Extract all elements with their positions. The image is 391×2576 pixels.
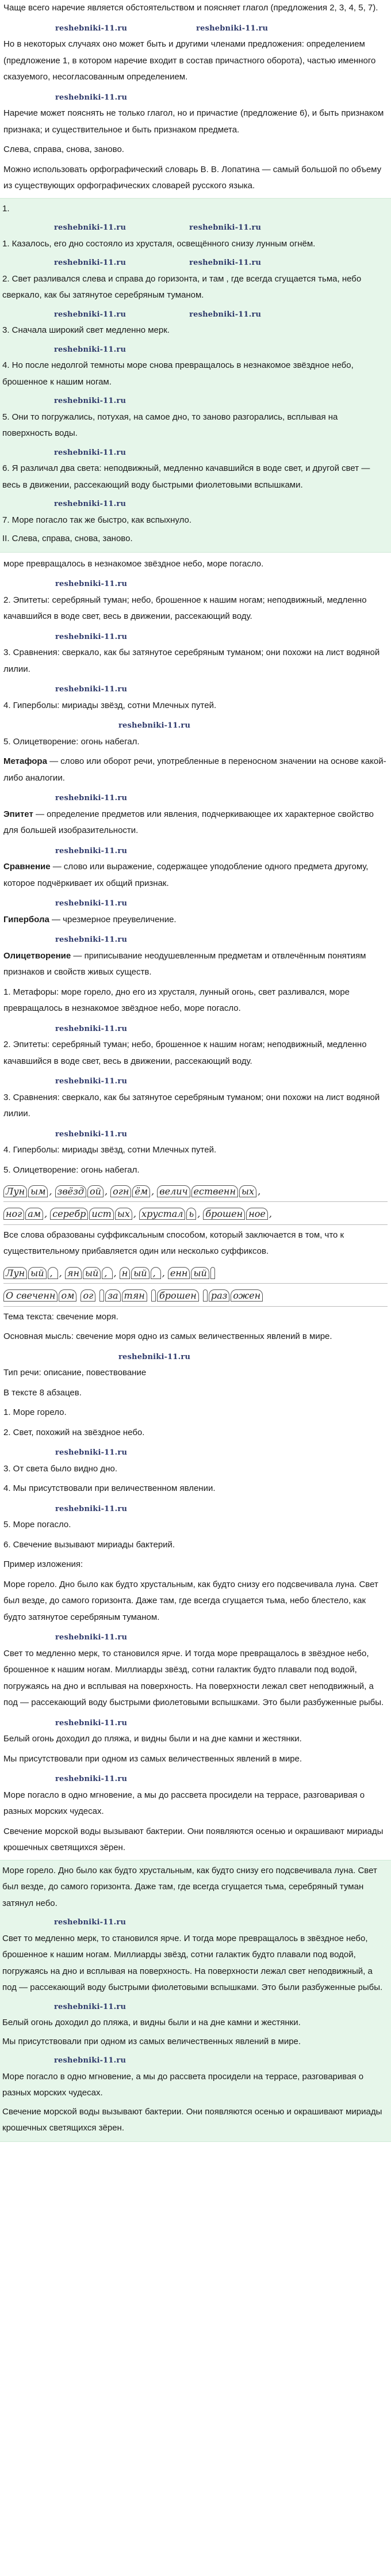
watermark: reshebniki-11.ru bbox=[54, 397, 126, 405]
morpheme: за bbox=[105, 1289, 120, 1302]
watermark: reshebniki-11.ru bbox=[55, 1633, 128, 1642]
morpheme: раз bbox=[209, 1289, 230, 1302]
sentence: 1. Казалось, его дно состояло из хрусталя, освещённого снизу лунным огнём. bbox=[2, 238, 316, 249]
term: Гипербола bbox=[3, 914, 49, 924]
morpheme: звёзд bbox=[55, 1185, 86, 1197]
sentence: 5. Они то погружались, потухая, на самое дно, то заново разгорались, всплывая на поверхность воды. bbox=[2, 412, 338, 438]
morpheme: ым bbox=[28, 1185, 48, 1197]
sentence: II. Слева, справа, снова, заново. bbox=[2, 534, 133, 543]
story-paragraph: Море погасло в одно мгновение, а мы до рассвета просидели на террасе, разговаривая о разных морских чудесах. bbox=[2, 2071, 364, 2098]
morpheme: ём bbox=[132, 1185, 150, 1197]
sentence: 4. Но после недолгой темноты море снова превращалось в незнакомое звёздное небо, брошенное к нашим ногам. bbox=[2, 360, 354, 387]
definition-metaphor bbox=[3, 754, 388, 786]
watermark: reshebniki-11.ru bbox=[54, 258, 126, 267]
sentence: 2. Свет разливался слева и справа до горизонта, и там , где всегда сгущается тьма, небо сверкало, как бы затянутое серебряным туманом. bbox=[2, 273, 362, 300]
watermark: reshebniki-11.ru bbox=[55, 935, 128, 944]
morpheme: ый bbox=[28, 1267, 46, 1279]
term: Метафора bbox=[3, 756, 47, 766]
watermark: reshebniki-11.ru bbox=[54, 2002, 126, 2011]
morpheme: ян bbox=[65, 1267, 82, 1279]
text-line: Основная мысль: свечение моря одно из самых величественных явлений в мире. bbox=[3, 1331, 332, 1342]
morpheme: ый bbox=[191, 1267, 209, 1279]
watermark: reshebniki-11.ru bbox=[118, 721, 191, 730]
text-line: 6. Свечение вызывают мириады бактерий. bbox=[3, 1539, 175, 1550]
text-analysis-section bbox=[3, 1309, 388, 1573]
watermark: reshebniki-11.ru bbox=[54, 223, 126, 232]
story-paragraph: Мы присутствовали при одном из самых величественных явлений в мире. bbox=[2, 2036, 301, 2046]
morpheme: ый bbox=[131, 1267, 149, 1279]
term: Олицетворение bbox=[3, 950, 71, 961]
analysis-line: 4. Гиперболы: мириады звёзд, сотни Млечных путей. bbox=[3, 700, 217, 710]
intro-paragraph: Слева, справа, снова, заново. bbox=[3, 144, 124, 154]
morpheme: , bbox=[48, 1267, 58, 1279]
morpheme: серебр bbox=[50, 1208, 88, 1220]
text-line: Тип речи: описание, повествование bbox=[3, 1368, 147, 1378]
watermark: reshebniki-11.ru bbox=[55, 1775, 128, 1784]
morpheme: хрустал bbox=[139, 1208, 185, 1220]
analysis-line: 4. Гиперболы: мириады звёзд, сотни Млечных путей. bbox=[3, 1145, 217, 1155]
watermark: reshebniki-11.ru bbox=[189, 310, 262, 319]
morpheme: ное bbox=[246, 1208, 268, 1220]
definition-text: — приписывание неодушевленным предметам и отвлечённым понятиям признаков и свойств живых существ. bbox=[3, 950, 366, 977]
morpheme: велич bbox=[157, 1185, 190, 1197]
morpheme: ественн bbox=[191, 1185, 238, 1197]
morpheme bbox=[151, 1289, 156, 1302]
watermark: reshebniki-11.ru bbox=[55, 1129, 128, 1139]
morpheme: енн bbox=[168, 1267, 190, 1279]
watermark: reshebniki-11.ru bbox=[189, 223, 262, 232]
analysis-line: 1. Метафоры: море горело, дно его из хрусталя, лунный огонь, свет разливался, море превращалось в незнакомое звёздное небо, море погасло. bbox=[3, 987, 350, 1013]
definition-text: — определение предметов или явления, подчеркивающее их характерное свойство для большей изобразительности. bbox=[3, 809, 374, 835]
watermark: reshebniki-11.ru bbox=[54, 500, 126, 508]
text-line: 2. Свет, похожий на звёздное небо. bbox=[3, 1427, 145, 1437]
morphology-line: Лун ым , звёзд ой , огн ём , велич ественн ых , bbox=[3, 1182, 388, 1202]
watermark: reshebniki-11.ru bbox=[55, 1448, 128, 1458]
text-line: 3. От света было видно дно. bbox=[3, 1463, 117, 1474]
watermark: reshebniki-11.ru bbox=[196, 24, 269, 33]
watermark: reshebniki-11.ru bbox=[55, 1024, 128, 1033]
text-line: 1. Море горело. bbox=[3, 1407, 67, 1418]
watermark: reshebniki-11.ru bbox=[55, 580, 128, 588]
watermark: reshebniki-11.ru bbox=[55, 1718, 128, 1728]
watermark: reshebniki-11.ru bbox=[54, 448, 126, 457]
intro-paragraph: Можно использовать орфографический словарь В. В. Лопатина — самый большой по объему из существующих орфографических словарей русского языка. bbox=[3, 164, 382, 191]
analysis-line: 2. Эпитеты: серебряный туман; небо, брошенное к нашим ногам; неподвижный, медленно качавшийся в воде свет, весь в движении, рассекающий воду. bbox=[3, 1040, 367, 1066]
text-line: 5. Море погасло. bbox=[3, 1520, 71, 1530]
morpheme bbox=[210, 1267, 215, 1279]
morpheme: ног bbox=[3, 1208, 24, 1220]
morpheme: ой bbox=[87, 1185, 103, 1197]
story-paragraph: Свечение морской воды вызывают бактерии. Они появляются осенью и окрашивают мириады крошечных светящихся зёрен. bbox=[3, 1826, 384, 1853]
text-line: Пример изложения: bbox=[3, 1559, 83, 1570]
text-line: В тексте 8 абзацев. bbox=[3, 1387, 82, 1398]
story-paragraph: Свет то медленно мерк, то становился ярче. И тогда море превращалось в звёздное небо, брошенное к нашим ногам. Миллиарды звёзд, сотни галактик будто плавали под водой, погружаясь на дно и всплывая на поверхность. На поверхности лежал свет неподвижный, а под — рассекающий воду быстрыми фиолетовыми вспышками. Это были разбуженные рыбы. bbox=[2, 1933, 383, 1993]
morpheme: ых bbox=[239, 1185, 256, 1197]
definition-epithet bbox=[3, 806, 388, 839]
watermark: reshebniki-11.ru bbox=[54, 1918, 126, 1927]
morpheme: , bbox=[151, 1267, 161, 1279]
definition-text: — слово или оборот речи, употребленные в переносном значении на основе какой-либо аналогии. bbox=[3, 756, 386, 783]
analysis-section bbox=[3, 556, 388, 751]
morpheme: ый bbox=[83, 1267, 101, 1279]
morpheme: , bbox=[102, 1267, 112, 1279]
analysis2-section bbox=[3, 984, 388, 1179]
morpheme: ог bbox=[80, 1289, 95, 1302]
story-paragraph: Море горело. Дно было как будто хрустальным, как будто снизу его подсвечивала луна. Свет был везде, до самого горизонта. Даже там, где всегда сгущается тьма, небо блестело, как будто затянутое серебряным туманом. bbox=[3, 1579, 378, 1622]
morpheme: тян bbox=[122, 1289, 147, 1302]
story-paragraph: Белый огонь доходил до пляжа, и видны были и на дне камни и жестянки. bbox=[3, 1734, 302, 1744]
definition-comparison bbox=[3, 859, 388, 892]
morpheme: ь bbox=[186, 1208, 196, 1220]
story-paragraph: Свечение морской воды вызывают бактерии. Они появляются осенью и окрашивают мириады крошечных светящихся зёрен. bbox=[2, 2106, 382, 2133]
watermark: reshebniki-11.ru bbox=[55, 794, 128, 802]
text-line: 4. Мы присутствовали при величественном явлении. bbox=[3, 1483, 216, 1494]
watermark: reshebniki-11.ru bbox=[55, 899, 128, 908]
sentence: 6. Я различал два света: неподвижный, медленно качавшийся в воде свет, и другой свет — весь в движении, рассекающий воду быстрыми фиолетовыми вспышками. bbox=[2, 463, 370, 490]
intro-section bbox=[3, 0, 388, 195]
definition-personification bbox=[3, 948, 388, 981]
analysis-line: 2. Эпитеты: серебряный туман; небо, брошенное к нашим ногам; неподвижный, медленно качавшийся в воде свет, весь в движении, рассекающий воду. bbox=[3, 595, 367, 621]
morpheme: брошен bbox=[157, 1289, 199, 1302]
watermark: reshebniki-11.ru bbox=[54, 310, 126, 319]
story-section bbox=[3, 1577, 388, 1856]
watermark: reshebniki-11.ru bbox=[55, 632, 128, 641]
text-line: Тема текста: свечение моря. bbox=[3, 1311, 118, 1322]
definitions-section bbox=[3, 754, 388, 981]
intro-paragraph: Чаще всего наречие является обстоятельством и поясняет глагол (предложения 2, 3, 4, 5, 7). bbox=[3, 3, 378, 13]
morpheme bbox=[99, 1289, 104, 1302]
morpheme: ист bbox=[89, 1208, 113, 1220]
analysis-line: море превращалось в незнакомое звёздное небо, море погасло. bbox=[3, 558, 264, 569]
morpheme: огн bbox=[110, 1185, 131, 1197]
analysis-line: 3. Сравнения: сверкало, как бы затянутое серебряным туманом; они похожи на лист водяной лилии. bbox=[3, 1092, 380, 1118]
watermark: reshebniki-11.ru bbox=[55, 846, 128, 855]
morphology-line bbox=[3, 1286, 388, 1306]
term: Сравнение bbox=[3, 862, 51, 872]
definition-hyperbole bbox=[3, 912, 388, 929]
watermark: reshebniki-11.ru bbox=[54, 345, 126, 354]
morpheme: Лун bbox=[3, 1267, 27, 1279]
morpheme: Лун bbox=[3, 1185, 27, 1197]
watermark: reshebniki-11.ru bbox=[55, 685, 128, 694]
sentence: 7. Море погасло так же быстро, как вспыхнуло. bbox=[2, 515, 192, 525]
definition-text: — чрезмерное преувеличение. bbox=[49, 914, 177, 924]
intro-paragraph: Наречие может пояснять не только глагол, но и причастие (предложение 6), и быть признаком признака; и существительное и быть признаком предмета. bbox=[3, 108, 384, 135]
morpheme: ожен bbox=[231, 1289, 263, 1302]
intro-paragraph: Но в некоторых случаях оно может быть и другими членами предложения: определением (предложение 1, в котором наречие входит в состав причастного оборота), частью именного сказуемого, несогласованным определением. bbox=[3, 39, 376, 82]
story-paragraph: Мы присутствовали при одном из самых величественных явлений в мире. bbox=[3, 1753, 302, 1764]
morphology-line: Лун ый , , ян ый , , н ый , , енн ый bbox=[3, 1264, 388, 1284]
story-paragraph: Море погасло в одно мгновение, а мы до рассвета просидели на террасе, разговаривая о разных морских чудесах. bbox=[3, 1790, 365, 1817]
morpheme: н bbox=[120, 1267, 131, 1279]
watermark: reshebniki-11.ru bbox=[54, 2056, 126, 2065]
morphology-line: ног ам , серебр ист ых , хрустал ь , брошен ное , bbox=[3, 1204, 388, 1224]
morpheme: ам bbox=[25, 1208, 43, 1220]
analysis-line: 5. Олицетворение: огонь набегал. bbox=[3, 736, 140, 747]
term: Эпитет bbox=[3, 809, 33, 819]
analysis-line: 3. Сравнения: сверкало, как бы затянутое серебряным туманом; они похожи на лист водяной лилии. bbox=[3, 648, 380, 674]
watermark: reshebniki-11.ru bbox=[55, 93, 128, 102]
exercise-number: 1. bbox=[2, 203, 10, 214]
watermark: reshebniki-11.ru bbox=[55, 1077, 128, 1086]
morpheme: О свеченн bbox=[3, 1289, 57, 1302]
watermark: reshebniki-11.ru bbox=[55, 24, 128, 33]
story-paragraph: Море горело. Дно было как будто хрустальным, как будто снизу его подсвечивала луна. Свет был везде, до самого горизонта. Даже там, где всегда сгущается тьма, серебряный туман затянул небо. bbox=[2, 1865, 377, 1908]
green-story-box bbox=[0, 1860, 391, 2142]
story-paragraph: Белый огонь доходил до пляжа, и видны были и на дне камни и жестянки. bbox=[2, 2018, 301, 2028]
morpheme: ом bbox=[59, 1289, 76, 1302]
watermark: reshebniki-11.ru bbox=[55, 1504, 128, 1513]
morpheme bbox=[203, 1289, 208, 1302]
watermark: reshebniki-11.ru bbox=[189, 258, 262, 267]
green-exercise-box bbox=[0, 198, 391, 553]
definition-text: — слово или выражение, содержащее уподобление одного предмета другому, которое подчёркивает их общий признак. bbox=[3, 862, 369, 888]
morpheme: брошен bbox=[203, 1208, 245, 1220]
watermark: reshebniki-11.ru bbox=[118, 1352, 191, 1361]
suffix-note: Все слова образованы суффиксальным способом, который заключается в том, что к существительному прибавляется один или несколько суффиксов. bbox=[3, 1230, 344, 1257]
morpheme: ых bbox=[115, 1208, 132, 1220]
sentence: 3. Сначала широкий свет медленно мерк. bbox=[2, 325, 170, 335]
analysis-line: 5. Олицетворение: огонь набегал. bbox=[3, 1165, 140, 1175]
story-paragraph: Свет то медленно мерк, то становился ярче. И тогда море превращалось в звёздное небо, брошенное к нашим ногам. Миллиарды звёзд, сотни галактик будто плавали под водой, погружаясь на дно и всплывая на поверхность. На поверхности лежал свет неподвижный, а под — рассекающий воду быстрыми фиолетовыми вспышками. Это были разбуженные рыбы. bbox=[3, 1648, 384, 1708]
